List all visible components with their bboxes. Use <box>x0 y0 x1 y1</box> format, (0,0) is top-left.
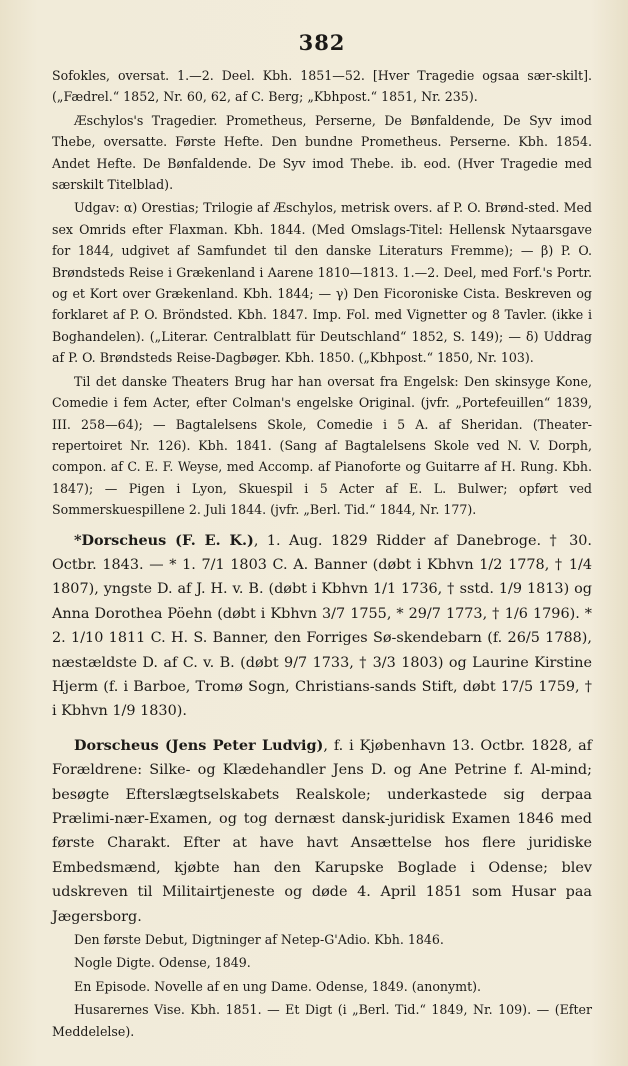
entry-text-dorscheus-fek: , 1. Aug. 1829 Ridder af Danebroge. † 30. Octbr. 1843. — * 1. 7/1 1803 C. A. Banner (døbt i Kbhvn 1/2 1778, † 1/4 1807), yngste D. af J. H. v. B. (døbt i Kbhvn 1/1 1736, † sstd. 1/9 1813) og Anna Dorothea Pöehn (døbt i Kbhvn 3/7 1755, * 29/7 1773, † 1/6 1796). * 2. 1/10 1811 C. H. S. Banner, den Forriges Sø-skendebarn (f. 26/5 1788), næstældste D. af C. v. B. (døbt 9/7 1733, † 3/3 1803) og Laurine Kirstine Hjerm (f. i Barboe, Tromø Sogn, Christians-sands Stift, døbt 17/5 1759, † i Kbhvn 1/9 1830). <box>52 532 592 720</box>
dorscheus-jpl-entry <box>52 734 592 929</box>
entry-text-dorscheus-jpl: , f. i Kjøbenhavn 13. Octbr. 1828, af Forældrene: Silke- og Klædehandler Jens D. og Ane Petrine f. Al-mind; besøgte Efterslægtselskabets Realskole; underkastede sig derpaa Prælimi-nær-Examen, og tog dernæst dansk-juridisk Examen 1846 med første Charakt. Efter at have havt Ansættelse hos flere juridiske Embedsmænd, kjøbte han den Karupske Boglade i Odense; blev udskreven til Militairtjeneste og døde 4. April 1851 som Husar paa Jægersborg. <box>52 737 592 925</box>
dorscheus-jpl-works <box>52 929 592 1042</box>
paragraph-udgav: Udgav: α) Orestias; Trilogie af Æschylos, metrisk overs. af P. O. Brønd-sted. Med sex Omrids efter Flaxman. Kbh. 1844. (Med Omslags-Titel: Hellensk Nytaarsgave for 1844, udgivet af Samfundet til den danske Literaturs Fremme); — β) P. O. Brøndsteds Reise i Grækenland i Aarene 1810—1813. 1.—2. Deel, med Forf.'s Portr. og et Kort over Grækenland. Kbh. 1844; — γ) Den Ficoroniske Cista. Beskreven og forklaret af P. O. Bröndsted. Kbh. 1847. Imp. Fol. med Vignetter og 8 Tavler. (ikke i Boghandelen). („Literar. Centralblatt für Deutschland“ 1852, S. 149); — δ) Uddrag af P. O. Brøndsteds Reise-Dagbøger. Kbh. 1850. („Kbhpost.“ 1850, Nr. 103). <box>52 200 592 366</box>
work-item: Nogle Digte. Odense, 1849. <box>74 955 251 971</box>
page-number: 382 <box>298 30 346 55</box>
paragraph-theater: Til det danske Theaters Brug har han oversat fra Engelsk: Den skinsyge Kone, Comedie i fem Acter, efter Colman's engelske Original. (jvfr. „Portefeuillen“ 1839, III. 258—64); — Bagtalelsens Skole, Comedie i 5 A. af Sheridan. (Theater-repertoiret Nr. 126). Kbh. 1841. (Sang af Bagtalelsens Skole ved N. V. Dorph, compon. af C. E. F. Weyse, med Accomp. af Pianoforte og Guitarre af H. Rung. Kbh. 1847); — Pigen i Lyon, Skuespil i 5 Acter af E. L. Bulwer; opført ved Sommerskuespillene 2. Juli 1844. (jvfr. „Berl. Tid.“ 1844, Nr. 177). <box>52 373 592 518</box>
dorscheus-fek-entry <box>52 529 592 724</box>
work-item: Den første Debut, Digtninger af Netep-G'Adio. Kbh. 1846. <box>74 932 444 948</box>
sofokles-entry <box>52 65 592 521</box>
entry-name-dorscheus-fek: *Dorscheus (F. E. K.) <box>74 531 254 549</box>
work-item: Husarernes Vise. Kbh. 1851. — Et Digt (i „Berl. Tid.“ 1849, Nr. 109). — (Efter Meddelelse). <box>52 1002 592 1039</box>
paragraph-dorscheus-jpl <box>52 734 592 929</box>
paragraph-aeschylos: Æschylos's Tragedier. Prometheus, Perserne, De Bønfaldende, De Syv imod Thebe, oversatte. Første Hefte. Den bundne Prometheus. Perserne. Kbh. 1854. Andet Hefte. De Bønfaldende. De Syv imod Thebe. ib. eod. (Hver Tragedie med særskilt Titelblad). <box>52 112 592 193</box>
work-item: En Episode. Novelle af en ung Dame. Odense, 1849. (anonymt). <box>74 978 482 994</box>
paragraph-sofokles: Sofokles, oversat. 1.—2. Deel. Kbh. 1851—52. [Hver Tragedie ogsaa sær-skilt]. („Fædrel.“ 1852, Nr. 60, 62, af C. Berg; „Kbhpost.“ 1851, Nr. 235). <box>52 68 592 105</box>
entry-name-dorscheus-jpl: Dorscheus (Jens Peter Ludvig) <box>74 736 324 754</box>
paragraph-dorscheus-fek <box>52 529 592 724</box>
